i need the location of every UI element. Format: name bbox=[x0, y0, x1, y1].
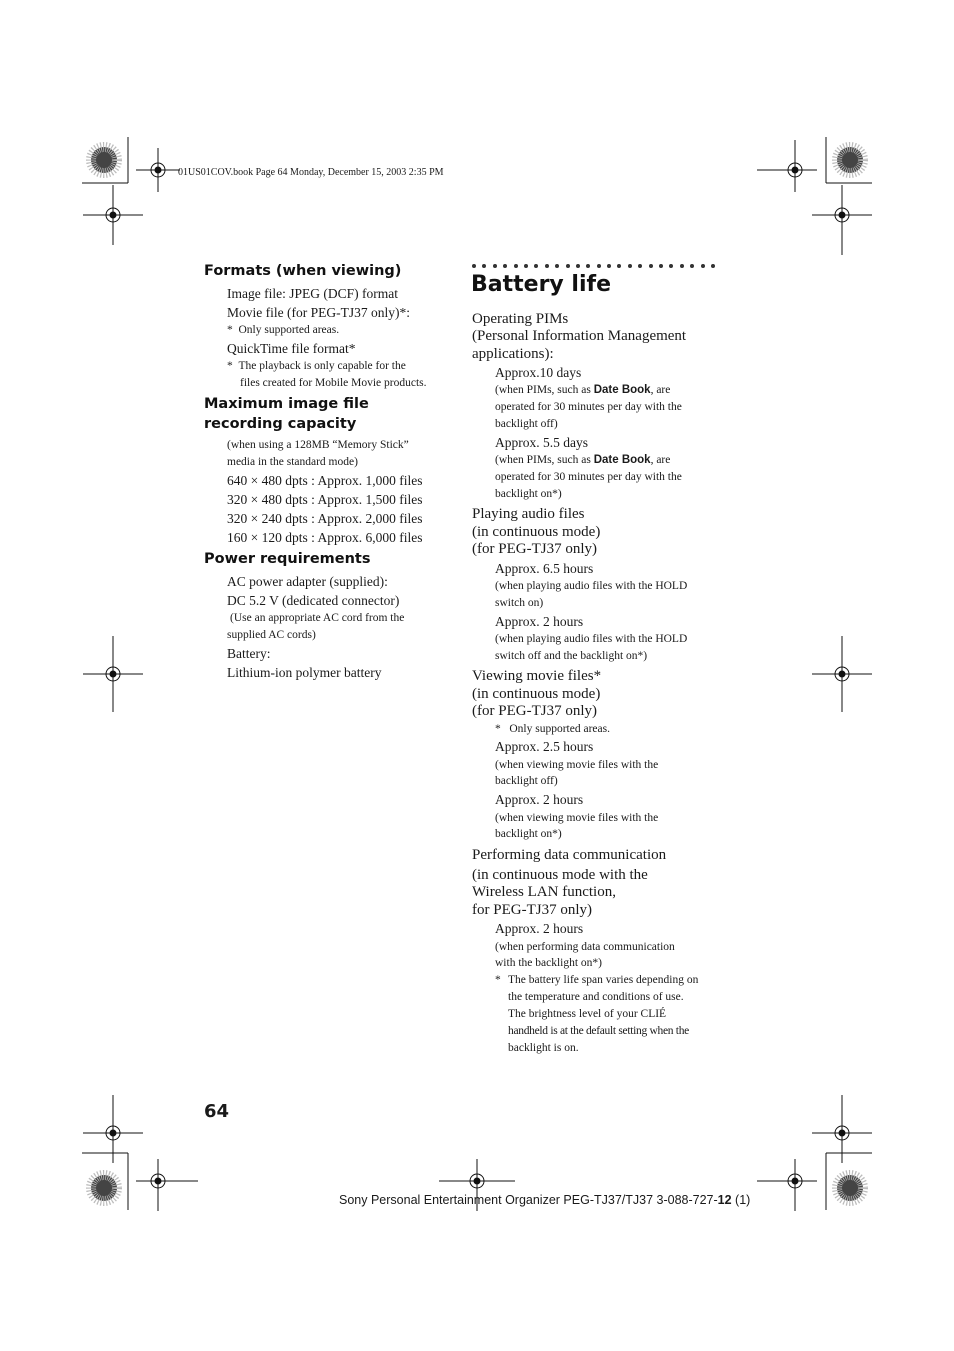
pims-approx: Approx. 5.5 days bbox=[495, 435, 588, 450]
movie-line: (in continuous mode) bbox=[472, 686, 601, 702]
pims-approx: Approx.10 days bbox=[495, 365, 582, 380]
page-number: 64 bbox=[204, 1101, 230, 1122]
capacity-note1: (when using a 128MB “Memory Stick” bbox=[227, 439, 409, 451]
pims-line: (Personal Information Management bbox=[472, 328, 687, 344]
pims-line: Operating PIMs bbox=[472, 311, 569, 327]
pims-note: , are bbox=[650, 384, 671, 396]
footer-revision: 12 bbox=[717, 1193, 732, 1207]
formats-image-file: Image file: JPEG (DCF) format bbox=[227, 286, 398, 301]
power-note1: (Use an appropriate AC cord from the bbox=[230, 612, 405, 624]
capacity-heading-2: recording capacity bbox=[204, 416, 357, 432]
formats-heading: Formats (when viewing) bbox=[204, 263, 402, 279]
movie-note: backlight on*) bbox=[495, 828, 562, 840]
audio-line: (for PEG-TJ37 only) bbox=[472, 541, 597, 557]
capacity-row: 320 × 240 dpts : Approx. 2,000 files bbox=[227, 511, 423, 526]
formats-note2a: The playback is only capable for the bbox=[238, 360, 406, 372]
page-title: Battery life bbox=[471, 272, 611, 297]
asterisk: * bbox=[495, 723, 501, 735]
pims-note: backlight on*) bbox=[495, 488, 562, 500]
footnote-line: the temperature and conditions of use. bbox=[508, 991, 684, 1003]
power-note2: supplied AC cords) bbox=[227, 629, 316, 641]
formats-movie-file: Movie file (for PEG-TJ37 only)*: bbox=[227, 305, 410, 320]
movie-note: (when viewing movie files with the bbox=[495, 812, 659, 824]
pims-line: applications): bbox=[472, 346, 554, 362]
audio-line: Playing audio files bbox=[472, 506, 585, 522]
asterisk: * bbox=[227, 360, 233, 372]
pims-note: operated for 30 minutes per day with the bbox=[495, 401, 682, 413]
data-note: (when performing data communication bbox=[495, 941, 675, 953]
movie-approx: Approx. 2.5 hours bbox=[495, 739, 594, 754]
power-battery-label: Battery: bbox=[227, 646, 271, 661]
header-file-info: 01US01COV.book Page 64 Monday, December 15, 2003 2:35 PM bbox=[178, 167, 444, 178]
pims-note: (when PIMs, such as bbox=[495, 454, 594, 466]
movie-note: (when viewing movie files with the bbox=[495, 759, 659, 771]
audio-note: switch on) bbox=[495, 597, 544, 609]
audio-approx: Approx. 6.5 hours bbox=[495, 561, 594, 576]
footnote-line: The battery life span varies depending on bbox=[508, 974, 699, 986]
movie-note: Only supported areas. bbox=[509, 723, 610, 735]
date-book-label: Date Book bbox=[593, 384, 651, 396]
capacity-row: 640 × 480 dpts : Approx. 1,000 files bbox=[227, 473, 423, 488]
capacity-row: 160 × 120 dpts : Approx. 6,000 files bbox=[227, 530, 423, 545]
power-adapter: AC power adapter (supplied): bbox=[227, 574, 388, 589]
data-line: Performing data communication bbox=[472, 847, 667, 863]
footer-suffix: (1) bbox=[731, 1193, 751, 1207]
formats-note2b: files created for Mobile Movie products. bbox=[240, 377, 427, 389]
capacity-row: 320 × 480 dpts : Approx. 1,500 files bbox=[227, 492, 423, 507]
data-line: Wireless LAN function, bbox=[472, 884, 616, 900]
movie-line: (for PEG-TJ37 only) bbox=[472, 703, 597, 719]
footer-text: Sony Personal Entertainment Organizer PEG-TJ37/TJ37 3-088-727- bbox=[339, 1193, 718, 1207]
movie-approx: Approx. 2 hours bbox=[495, 792, 584, 807]
footnote-line: backlight is on. bbox=[508, 1042, 579, 1054]
data-line: (in continuous mode with the bbox=[472, 867, 648, 883]
audio-note: (when playing audio files with the HOLD bbox=[495, 580, 688, 592]
formats-quicktime: QuickTime file format* bbox=[227, 341, 356, 356]
footnote-line: The brightness level of your CLIÉ bbox=[508, 1008, 667, 1020]
capacity-heading-1: Maximum image file bbox=[204, 396, 369, 412]
power-dc: DC 5.2 V (dedicated connector) bbox=[227, 593, 400, 608]
formats-note1: Only supported areas. bbox=[238, 324, 340, 336]
data-approx: Approx. 2 hours bbox=[495, 921, 584, 936]
audio-note: (when playing audio files with the HOLD bbox=[495, 633, 688, 645]
power-heading: Power requirements bbox=[204, 551, 371, 567]
date-book-label: Date Book bbox=[593, 454, 651, 466]
pims-note: (when PIMs, such as bbox=[495, 384, 594, 396]
footer bbox=[339, 1193, 750, 1207]
pims-note: , are bbox=[650, 454, 671, 466]
pims-note: backlight off) bbox=[495, 418, 558, 430]
capacity-note2: media in the standard mode) bbox=[227, 456, 358, 468]
dotted-rule bbox=[472, 264, 721, 268]
movie-line: Viewing movie files* bbox=[472, 668, 602, 684]
movie-note: backlight off) bbox=[495, 775, 558, 787]
footnote-asterisk: * bbox=[495, 974, 501, 986]
audio-approx: Approx. 2 hours bbox=[495, 614, 584, 629]
footnote-line: handheld is at the default setting when the bbox=[508, 1025, 689, 1037]
data-line: for PEG-TJ37 only) bbox=[472, 902, 592, 918]
power-battery-type: Lithium-ion polymer battery bbox=[227, 665, 382, 680]
pims-note: operated for 30 minutes per day with the bbox=[495, 471, 682, 483]
audio-line: (in continuous mode) bbox=[472, 524, 601, 540]
audio-note: switch off and the backlight on*) bbox=[495, 650, 648, 662]
asterisk: * bbox=[227, 324, 233, 336]
data-note: with the backlight on*) bbox=[495, 957, 602, 969]
